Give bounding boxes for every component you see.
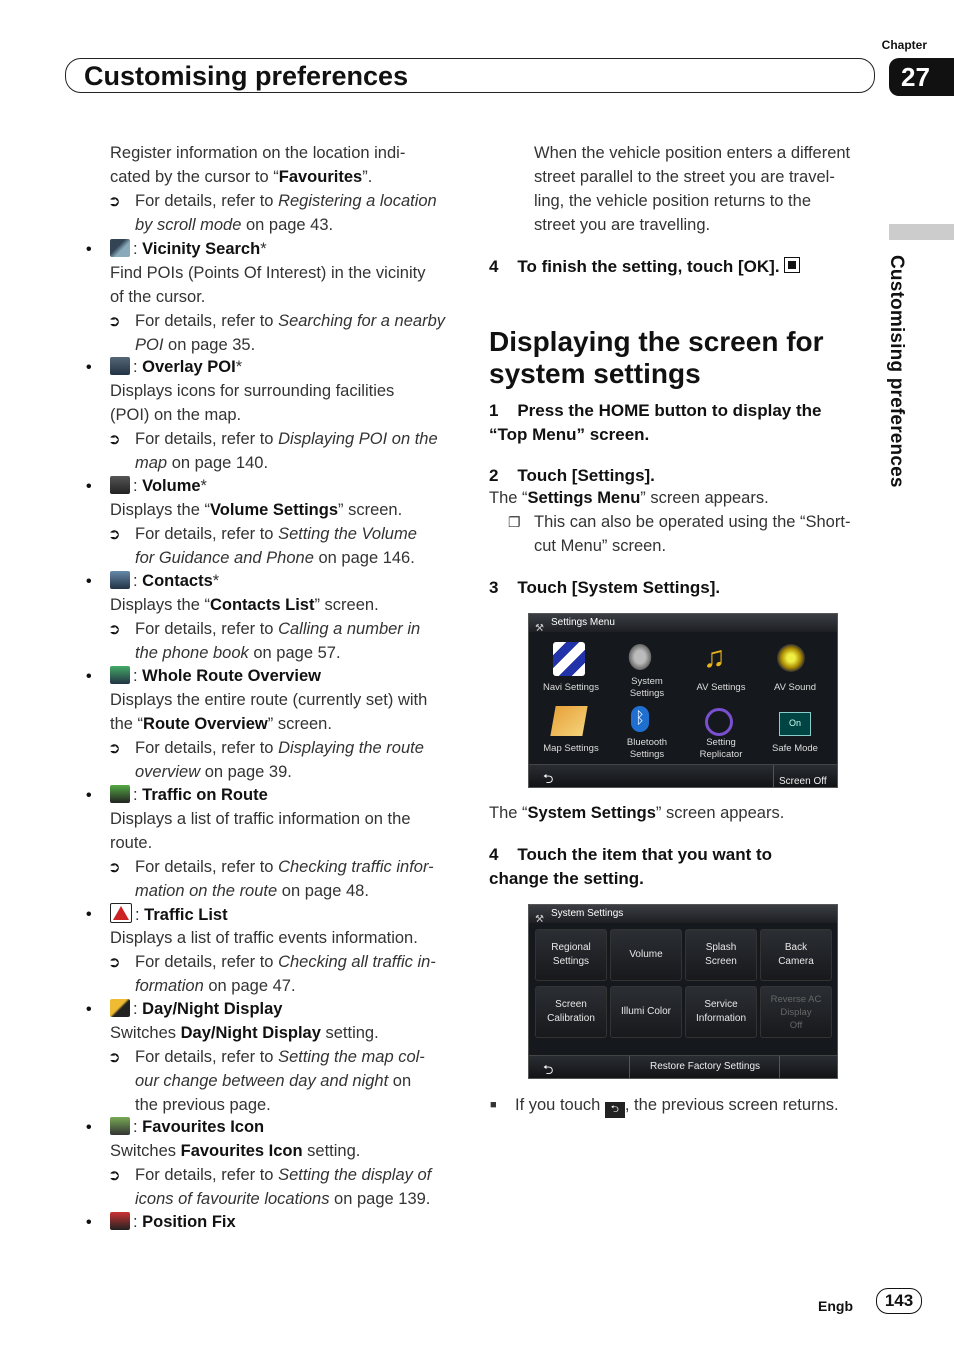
bullet: •: [86, 1001, 92, 1018]
favourites-icon: [110, 1117, 130, 1135]
item-desc: Displays icons for surrounding facilities: [110, 382, 395, 400]
arrow-icon: ➲: [108, 193, 121, 210]
back-arrow-icon[interactable]: ⮌: [543, 1062, 554, 1077]
divider: [773, 765, 774, 787]
intro-line: cated by the cursor to “Favourites”.: [110, 168, 373, 186]
bullet: •: [86, 906, 92, 923]
reference-line: POI on page 35.: [135, 336, 256, 354]
navi-settings-icon: [553, 642, 585, 676]
regional-settings-button[interactable]: Regional Settings: [535, 929, 607, 981]
chapter-label: Chapter: [881, 38, 927, 52]
arrow-icon: ➲: [108, 431, 121, 448]
list-item-vicinity-search: : Vicinity Search*: [110, 238, 267, 262]
continued-text: street you are travelling.: [534, 216, 711, 234]
reference-line: For details, refer to Setting the display of: [135, 1166, 432, 1184]
page-number: 143: [876, 1288, 922, 1314]
item-desc: Switches Day/Night Display setting.: [110, 1024, 379, 1042]
screen-bottom-bar: [529, 764, 837, 787]
menu-item-av-sound[interactable]: AV Sound: [773, 682, 817, 693]
continued-text: When the vehicle position enters a different: [534, 144, 851, 162]
reference-line: the phone book on page 57.: [135, 644, 341, 662]
reference-line: overview on page 39.: [135, 763, 292, 781]
reference-line: For details, refer to Displaying POI on the: [135, 430, 438, 448]
item-desc: Displays a list of traffic information on the: [110, 810, 411, 828]
settings-menu-screenshot: [528, 613, 838, 788]
reference-line: For details, refer to Checking traffic infor-: [135, 858, 434, 876]
reference-line: For details, refer to Calling a number in: [135, 620, 421, 638]
list-item-day-night-display: : Day/Night Display: [110, 998, 282, 1022]
item-desc: Displays the “Volume Settings” screen.: [110, 501, 403, 519]
map-settings-icon: [550, 706, 587, 736]
screen-title: System Settings: [529, 905, 837, 923]
restore-factory-settings-button[interactable]: Restore Factory Settings: [649, 1061, 761, 1072]
reference-line: For details, refer to Checking all traffic in-: [135, 953, 436, 971]
screen-off-button[interactable]: Screen Off: [779, 776, 827, 787]
tools-icon: ⚒: [535, 623, 544, 634]
av-settings-icon: ♫: [703, 641, 726, 674]
contacts-icon: [110, 571, 130, 589]
menu-item-bluetooth-settings[interactable]: Bluetooth Settings: [626, 737, 668, 760]
menu-item-map-settings[interactable]: Map Settings: [543, 743, 599, 754]
screen-title: Settings Menu: [529, 614, 837, 632]
system-settings-screenshot: [528, 904, 838, 1079]
side-tab-label: Customising preferences: [886, 255, 907, 488]
item-desc: Displays a list of traffic events information.: [110, 929, 418, 947]
reference-line: For details, refer to Displaying the route: [135, 739, 424, 757]
screen-calibration-button[interactable]: Screen Calibration: [535, 986, 607, 1038]
bluetooth-icon: ᛒ: [631, 706, 649, 732]
arrow-icon: ➲: [108, 954, 121, 971]
tools-icon: ⚒: [535, 914, 544, 925]
item-desc: of the cursor.: [110, 288, 206, 306]
list-item-position-fix: : Position Fix: [110, 1211, 236, 1235]
bullet: •: [86, 478, 92, 495]
note-text: cut Menu” screen.: [534, 537, 667, 555]
arrow-icon: ➲: [108, 621, 121, 638]
reverse-ac-display-button[interactable]: Reverse AC Display Off: [760, 986, 832, 1038]
square-bullet-icon: ■: [490, 1099, 497, 1111]
menu-item-setting-replicator[interactable]: Setting Replicator: [699, 737, 743, 760]
warning-triangle-icon: [110, 903, 132, 923]
step-1: “Top Menu” screen.: [489, 425, 650, 444]
divider: [629, 1056, 630, 1078]
screen-bottom-bar: [529, 1055, 837, 1078]
step-4: 4 Touch the item that you want to: [489, 845, 773, 864]
service-information-button[interactable]: Service Information: [685, 986, 757, 1038]
bullet: •: [86, 241, 92, 258]
reference-line: the previous page.: [135, 1096, 271, 1114]
av-sound-icon: [777, 644, 805, 672]
step-2: 2 Touch [Settings].: [489, 466, 655, 485]
setting-replicator-icon: [705, 708, 733, 736]
position-fix-icon: [110, 1212, 130, 1230]
arrow-icon: ➲: [108, 1049, 121, 1066]
list-item-volume: : Volume*: [110, 475, 207, 499]
vicinity-search-icon: [110, 239, 130, 257]
menu-item-safe-mode[interactable]: Safe Mode: [772, 743, 818, 754]
step-3: 3 Touch [System Settings].: [489, 578, 721, 597]
menu-item-navi-settings[interactable]: Navi Settings: [543, 682, 599, 693]
item-desc: the “Route Overview” screen.: [110, 715, 332, 733]
side-tab: [889, 224, 954, 240]
back-arrow-icon[interactable]: ⮌: [543, 771, 554, 786]
item-desc: Switches Favourites Icon setting.: [110, 1142, 361, 1160]
arrow-icon: ➲: [108, 859, 121, 876]
bullet: •: [86, 359, 92, 376]
reference-line: for Guidance and Phone on page 146.: [135, 549, 415, 567]
arrow-icon: ➲: [108, 740, 121, 757]
reference-line: mation on the route on page 48.: [135, 882, 369, 900]
arrow-icon: ➲: [108, 526, 121, 543]
chapter-number: 27: [889, 58, 954, 96]
bullet: •: [86, 787, 92, 804]
list-item-traffic-on-route: : Traffic on Route: [110, 784, 268, 808]
reference-line: map on page 140.: [135, 454, 269, 472]
item-desc: Displays the “Contacts List” screen.: [110, 596, 379, 614]
menu-item-system-settings[interactable]: System Settings: [629, 676, 665, 699]
item-desc: route.: [110, 834, 153, 852]
list-item-contacts: : Contacts*: [110, 570, 219, 594]
arrow-icon: ➲: [108, 313, 121, 330]
bullet: •: [86, 1214, 92, 1231]
item-desc: Displays the entire route (currently set) with: [110, 691, 428, 709]
volume-icon: [110, 476, 130, 494]
arrow-icon: ➲: [108, 1167, 121, 1184]
section-heading: system settings: [489, 358, 701, 389]
safe-mode-icon: On: [779, 712, 811, 736]
list-item-favourites-icon: : Favourites Icon: [110, 1116, 264, 1140]
traffic-on-route-icon: [110, 785, 130, 803]
reference-line: our change between day and night on: [135, 1072, 412, 1090]
illumi-color-button[interactable]: Illumi Color: [610, 986, 682, 1038]
back-arrow-icon: ⮌: [605, 1102, 625, 1118]
continued-text: street parallel to the street you are travel-: [534, 168, 835, 186]
step-4: change the setting.: [489, 869, 644, 888]
reference-line: For details, refer to Searching for a nearby: [135, 312, 445, 330]
back-camera-button[interactable]: Back Camera: [760, 929, 832, 981]
end-mark-icon: [784, 257, 800, 273]
step-result: The “System Settings” screen appears.: [489, 804, 785, 822]
bullet: •: [86, 668, 92, 685]
continued-text: ling, the vehicle position returns to the: [534, 192, 811, 210]
note-text: This can also be operated using the “Short-: [534, 513, 851, 531]
step-finish: 4 To finish the setting, touch [OK].: [489, 255, 800, 279]
list-item-traffic-list: : Traffic List: [110, 903, 228, 928]
reference-line: icons of favourite locations on page 139.: [135, 1190, 431, 1208]
bullet: •: [86, 573, 92, 590]
step-1: 1 Press the HOME button to display the: [489, 401, 822, 420]
menu-item-av-settings[interactable]: AV Settings: [696, 682, 746, 693]
list-item-overlay-poi: : Overlay POI*: [110, 356, 242, 380]
list-item-whole-route-overview: : Whole Route Overview: [110, 665, 321, 689]
note-icon: ❐: [508, 514, 521, 530]
reference-line: For details, refer to Setting the Volume: [135, 525, 417, 543]
system-settings-icon: [627, 642, 653, 672]
intro-line: Register information on the location indi-: [110, 144, 406, 162]
bullet: •: [86, 1119, 92, 1136]
step-result: The “Settings Menu” screen appears.: [489, 489, 769, 507]
reference-line: For details, refer to Setting the map col-: [135, 1048, 425, 1066]
section-heading: Displaying the screen for: [489, 326, 824, 357]
footer-language: Engb: [818, 1298, 853, 1314]
divider: [779, 1056, 780, 1078]
route-overview-icon: [110, 666, 130, 684]
back-note: If you touch ⮌ , the previous screen returns.: [515, 1094, 839, 1118]
item-desc: Find POIs (Points Of Interest) in the vicinity: [110, 264, 426, 282]
reference-line: For details, refer to Registering a location: [135, 192, 437, 210]
page-title: Customising preferences: [84, 61, 409, 91]
overlay-poi-icon: [110, 357, 130, 375]
reference-line: formation on page 47.: [135, 977, 296, 995]
reference-line: by scroll mode on page 43.: [135, 216, 334, 234]
volume-button[interactable]: Volume: [610, 929, 682, 981]
day-night-icon: [110, 999, 130, 1017]
item-desc: (POI) on the map.: [110, 406, 242, 424]
splash-screen-button[interactable]: Splash Screen: [685, 929, 757, 981]
